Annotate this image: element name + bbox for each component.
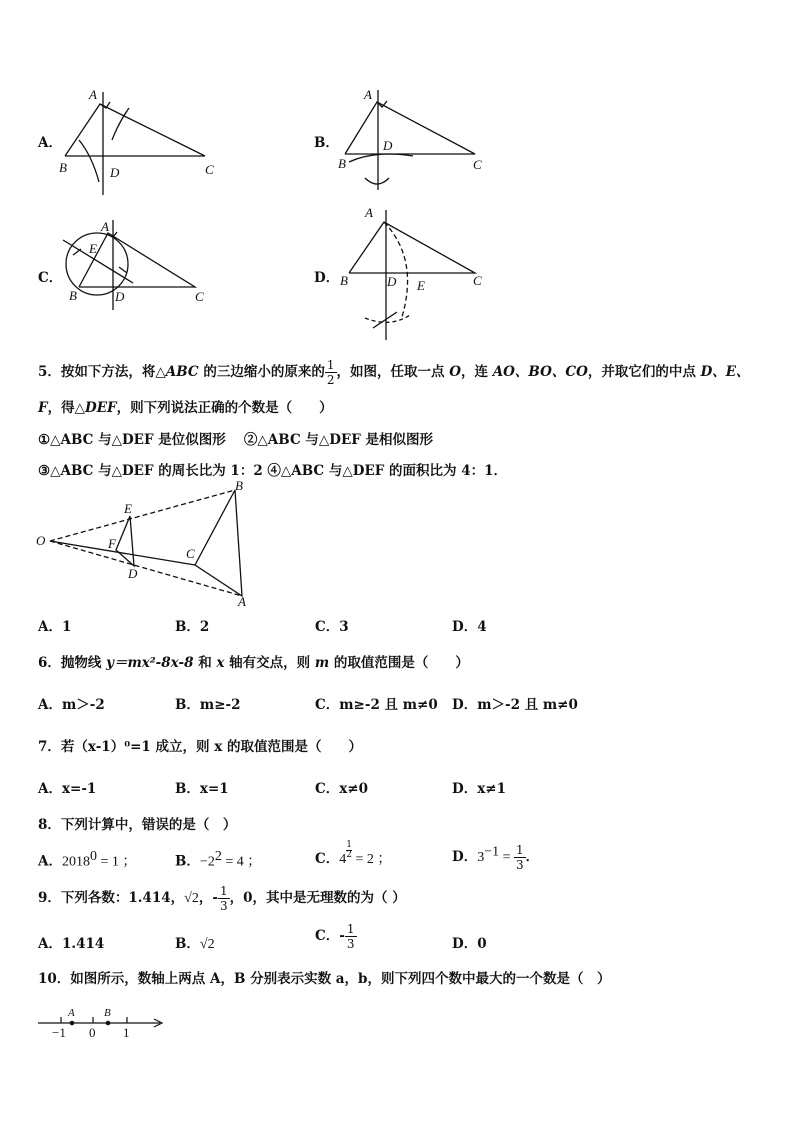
q5-fig-A: A [238,594,246,609]
q9-option-b [175,932,215,953]
figure-b [335,82,495,197]
figure-d [335,200,495,345]
q7-option-b: B．x=1 [175,781,229,797]
q9-b-label: B． [175,936,200,952]
q8-d-fraction [514,843,526,872]
q8-c-label: C． [315,851,340,867]
q8-b-label: B． [175,853,200,870]
q5-fig-E: E [124,501,132,516]
q10-tick-1: 1 [123,1025,130,1040]
fig-b-label-A: A [364,87,372,102]
q8-a-base: 2018 [61,854,90,870]
q8-c-rest: = 2 ； [351,852,392,867]
q5-text: ，并取它们的中点 [587,364,701,380]
q7-stem: 7．若（x-1）⁰=1 成立，则 x 的取值范围是（ ） [38,739,362,755]
q5-line2 [38,396,333,416]
q9-c-den: 3 [346,937,355,951]
q6-equation: y＝mx²-8x-8 [106,655,194,671]
q10-label-A: A [68,1007,75,1019]
q5-line1 [38,358,750,387]
q9-frac-num: 1 [219,884,228,898]
q5-frac-den: 2 [326,373,335,387]
q5-fig-D: D [128,566,138,581]
q8-a-exp: 0 [89,849,97,864]
fig-b-label-B: B [338,156,346,171]
q6-option-b: B．m≥-2 [175,697,241,713]
fig-c-label-B: B [69,288,77,303]
q8-a-label: A． [38,853,62,870]
q5-fig-O: O [36,533,46,548]
q10-tick-minus1: −1 [52,1025,66,1040]
fig-c-label-E: E [89,241,97,256]
q5-fig-C: C [186,546,195,561]
q10-point-b [106,1021,111,1026]
q5-def: DEF [84,400,117,416]
q8-a-rest: = 1 ； [96,854,137,870]
q5-option-c: C．3 [315,619,349,635]
q9-option-c [315,922,357,951]
figure-a [55,82,235,197]
fig-d-label-E: E [417,278,425,293]
q6-text: 和 [193,655,217,671]
fig-c-label-D: D [115,289,125,304]
fig-d-label-C: C [473,273,482,288]
q8-d-num: 1 [516,843,524,857]
q5-segments: AO、BO、CO [492,364,588,380]
q6-text: 6．抛物线 [38,655,107,671]
q5-text: 5．按如下方法，将△ [38,364,166,380]
q8-b-exp: 2 [214,849,222,864]
q6-option-c: C．m≥-2 且 m≠0 [315,697,438,713]
q5-abc: ABC [165,364,199,380]
q5-figure [30,478,270,610]
q5-text: ，如图，任取一点 [336,364,450,380]
q5-fraction [325,358,337,387]
fig-a-label-B: B [59,160,67,175]
q9-option-a: A．1.414 [38,936,105,952]
q5-f: F [38,400,48,416]
q5-text: ，则下列说法正确的个数是（ ） [116,400,333,416]
q5-o: O [449,364,461,380]
q9-sqrt2: √2 [184,891,199,906]
fig-b-label-C: C [473,157,482,172]
q8-d-exp: −1 [484,844,500,860]
q8-d-base: 3 [477,850,485,865]
q8-b-base: −2 [199,854,215,870]
q8-c-exp-den: 2 [346,850,352,860]
q8-option-d [452,843,539,872]
q10-tick-0: 0 [89,1025,96,1040]
q7-option-a: A．x=-1 [38,781,97,797]
q8-option-c [315,840,392,868]
q10-point-a [70,1021,75,1026]
q10-number-line [34,1003,174,1043]
q6-m: m [314,655,330,671]
q5-option-b: B．2 [175,619,210,635]
fig-c-label-C: C [195,289,204,304]
q9-stem [38,884,406,913]
q6-option-d: D．m＞-2 且 m≠0 [452,697,578,713]
q8-option-a [38,849,136,871]
q6-text: 轴有交点，则 [224,655,315,671]
option-d-label: D． [314,270,340,286]
q6-stem [38,651,469,671]
q9-text: 9．下列各数：1.414， [38,890,185,906]
q10-stem: 10．如图所示，数轴上两点 A，B 分别表示实数 a，b，则下列四个数中最大的一个数是（ ） [38,971,611,987]
q9-text: ，- [198,890,218,906]
q8-c-exp [346,841,352,860]
q6-option-a: A．m＞-2 [38,697,105,713]
q9-b-sqrt2: √2 [199,937,215,952]
q5-points: D、E、 [700,364,750,380]
q6-x: x [216,655,225,671]
option-a-label: A． [38,135,62,151]
fig-a-label-A: A [89,87,97,102]
q8-stem: 8．下列计算中，错误的是（ ） [38,817,237,833]
fig-c-label-A: A [101,219,109,234]
q5-frac-num: 1 [326,358,335,372]
q9-frac-den: 3 [219,899,228,913]
q9-c-label: C．- [315,928,345,944]
q5-text: 的三边缩小的原来的 [198,364,325,380]
q6-text: 的取值范围是（ ） [329,655,469,671]
q8-d-end: ． [525,849,540,865]
q9-text: ，0，其中是无理数的为（ ） [229,890,406,906]
fig-a-label-D: D [110,165,120,180]
q10-label-B: B [104,1007,111,1019]
q8-c-base: 4 [339,852,347,867]
q9-c-num: 1 [346,922,355,936]
fig-a-label-C: C [205,162,214,177]
fig-b-label-D: D [383,138,393,153]
option-b-label: B． [314,135,339,151]
q9-c-fraction [345,922,357,951]
q5-option-a: A．1 [38,619,72,635]
fig-d-label-B: B [340,273,348,288]
fig-d-label-D: D [387,274,397,289]
q5-statements-1: ①△ABC 与△DEF 是位似图形 ②△ABC 与△DEF 是相似图形 [38,432,434,448]
figure-c [55,215,215,315]
q8-d-eq: = [499,850,515,865]
q8-c-exp-num: 1 [346,840,352,850]
q5-text: ，连 [460,364,493,380]
q5-statements-2: ③△ABC 与△DEF 的周长比为 1：2 ④△ABC 与△DEF 的面积比为 4：1． [38,463,508,479]
q7-option-c: C．x≠0 [315,781,368,797]
q9-fraction [218,884,230,913]
option-c-label: C． [38,270,63,286]
q7-option-d: D．x≠1 [452,781,506,797]
q8-d-den: 3 [516,858,524,872]
q5-text: ，得△ [47,400,85,416]
q8-option-b [175,849,261,871]
q8-b-rest: = 4 ； [221,854,262,870]
fig-d-label-A: A [365,205,373,220]
q5-fig-F: F [108,536,116,551]
q5-fig-B: B [235,478,243,493]
q9-option-d: D．0 [452,936,487,952]
q5-option-d: D．4 [452,619,487,635]
q8-d-label: D． [452,849,478,865]
